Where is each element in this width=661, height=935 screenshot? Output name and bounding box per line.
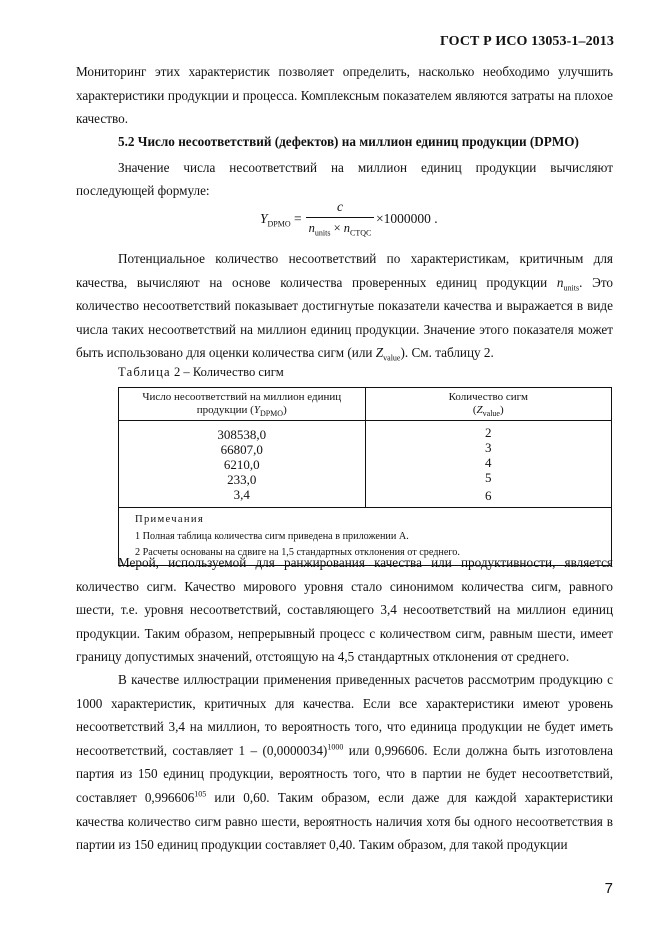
table-cell: 308538,0	[217, 426, 267, 442]
paragraph-text: В качестве иллюстрации применения приведенных расчетов рассмотрим продукцию с 1000 характеристик, критичных для качества. Если все характеристики имеют уровень несоответствий 3,4 на миллион, то вероятность того, что единица продукции не будет иметь несоответствий, составляет $1 - (0,0000034)^{1000}$ или 0,996606. Если должна быть изготовлена партия из 150 единиц продукции, вероятность того, что в партии не будет несоответствий, составляет 0,996606$^{105}$ или 0,60. Таким образом, если даже для каждой характеристики качества количество сигм равно шести, вероятность наличия хотя бы одного несоответствия в партии из 150 единиц продукции составляет 0,40. Таким образом, для такой продукции	[76, 672, 614, 853]
section-5-2	[76, 130, 613, 203]
table-cell: 233,0	[227, 471, 257, 487]
notes-title: Примечания	[135, 514, 204, 525]
paragraph-monitoring	[76, 60, 613, 131]
fraction-bar	[306, 217, 374, 218]
paragraph-text: Мерой, используемой для ранжирования качества или продуктивности, является количество сигм. Качество мирового уровня стало синонимом количества сигм, равного шести, т.е. уровня несоответствий, составляющего 3,4 несоответствий на миллион единиц продукции. Таким образом, непрерывный процесс с количеством сигм, равным шести, имеет границу допустимых значений, отстоящую на 4,5 стандартных отклонения от среднего.	[76, 555, 613, 665]
table-cell: 5	[485, 470, 492, 485]
paragraph-text: Мониторинг этих характеристик позволяет определить, насколько необходимо улучшить характеристики продукции и процесса. Комплексным показателем являются затраты на плохое качество.	[76, 64, 613, 127]
section-title: 5.2 Число несоответствий (дефектов) на миллион единиц продукции (DPMO)	[118, 134, 579, 149]
formula-denominator: $n_{units} \times n_{CTQC}$	[308, 221, 372, 238]
table-cell: 2	[485, 425, 492, 440]
document-header: ГОСТ Р ИСО 13053-1–2013	[440, 34, 614, 49]
sigma-values	[365, 421, 612, 508]
table-cell: 66807,0	[220, 441, 263, 457]
paragraph-text: Потенциальное количество несоответствий по характеристикам, критичным для качества, вычисляют на основе количества проверенных единиц продукции $n_{units}$. Это количество несоответствий показывает достигнутые показатели качества и выражается в виде числа таких несоответствий на миллион единиц продукции. Значение этого показателя может быть использовано для оценки количества сигм (или $Z_{value}$). См. таблицу 2.	[76, 251, 614, 364]
paragraph-illustration	[76, 668, 613, 857]
formula-numerator: c	[337, 199, 343, 214]
paragraph-formula-intro: Значение числа несоответствий на миллион единиц продукции вычисляют последующей формуле:	[76, 159, 613, 199]
table-values-row	[119, 421, 612, 508]
note-1: 1 Полная таблица количества сигм приведена в приложении А.	[135, 530, 409, 542]
table-cell: 3,4	[233, 486, 250, 502]
table-caption: Таблица 2 – Количество сигм	[118, 365, 284, 379]
formula-lhs: $Y_{DPMO}$ =	[260, 211, 302, 229]
table-cell: 3	[485, 440, 492, 455]
paragraph-potential	[76, 247, 613, 365]
paragraph-measure	[76, 551, 613, 669]
sigma-table	[118, 387, 612, 566]
note-2: 2 Расчеты основаны на сдвиге на 1,5 стандартных отклонения от среднего.	[135, 547, 460, 558]
formula-rhs: ×1000000 .	[376, 211, 438, 226]
formula-fraction	[306, 199, 374, 236]
table-cell: 4	[485, 455, 492, 470]
dpmo-values	[119, 421, 366, 508]
page-number: 7	[604, 880, 613, 897]
col-header-dpmo: Число несоответствий на миллион единиц продукции $(Y_{DPMO})$	[119, 388, 366, 421]
table-header-row	[119, 388, 612, 421]
col-header-sigma: Количество сигм $(Z_{value})$	[365, 388, 612, 421]
table-cell: 6	[485, 488, 492, 503]
table-cell: 6210,0	[223, 456, 260, 472]
